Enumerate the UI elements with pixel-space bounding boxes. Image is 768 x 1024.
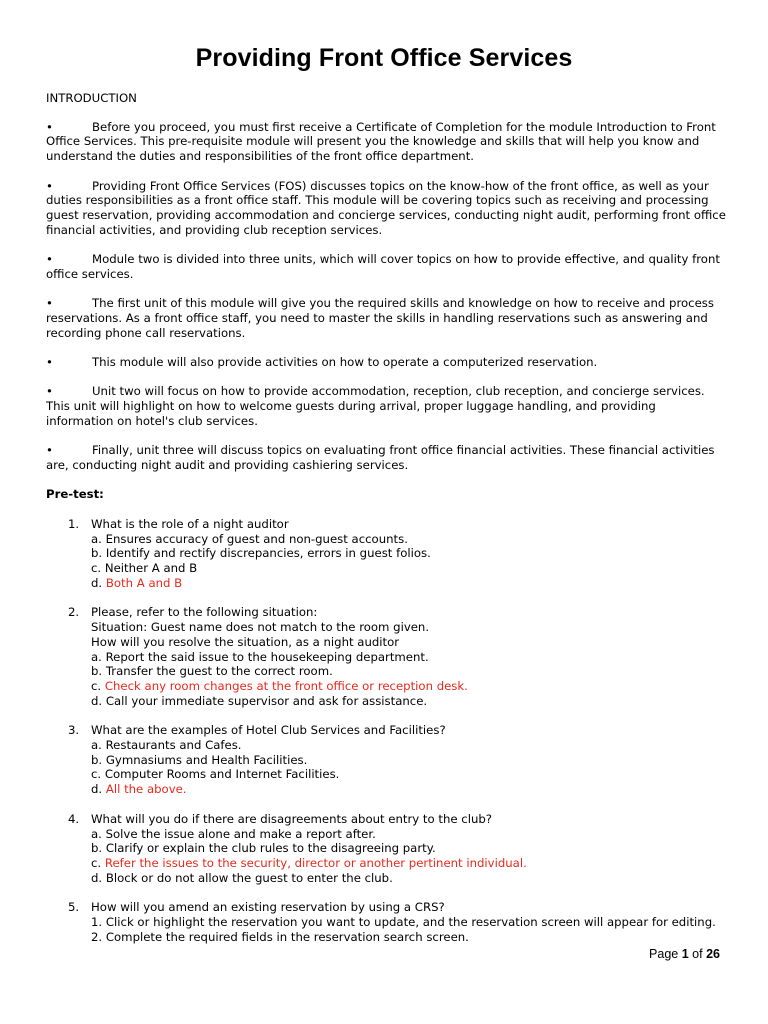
paragraph-text: This module will also provide activities on how to operate a computerized reservation. xyxy=(92,354,598,369)
bullet-icon: • xyxy=(46,252,53,266)
line-text: b. Clarify or explain the club rules to the disagreeing party. xyxy=(91,841,436,856)
line-text: c. Computer Rooms and Internet Facilities. xyxy=(91,767,340,782)
line-text: d. Call your immediate supervisor and ask for assistance. xyxy=(91,693,428,708)
bullet-icon: • xyxy=(46,296,53,311)
intro-paragraph xyxy=(46,252,726,281)
line-text: 2. Complete the required fields in the reservation search screen. xyxy=(91,929,469,944)
document-body xyxy=(46,91,726,959)
intro-section xyxy=(46,120,726,473)
line-text: What will you do if there are disagreements about entry to the club? xyxy=(91,811,492,826)
line-text: Please, refer to the following situation: xyxy=(91,605,318,620)
intro-paragraph xyxy=(46,355,726,370)
line-text: a. Restaurants and Cafes. xyxy=(91,738,242,753)
question-item xyxy=(46,605,726,708)
paragraph-text: Providing Front Office Services (FOS) discusses topics on the know-how of the front office, as well as your duties responsibilities as a front office staff. This module will be covering topics such as receiving and processing guest reservation, providing accommodation and concierge services, conducting night audit, performing front office financial activities, and providing club reception services. xyxy=(46,178,726,237)
question-item xyxy=(46,812,726,886)
question-number: 1. xyxy=(68,516,80,531)
correct-answer-text: All the above. xyxy=(105,782,187,797)
question-text xyxy=(91,900,726,915)
question-item xyxy=(46,900,726,944)
answer-option xyxy=(91,753,726,768)
answer-option xyxy=(91,679,726,694)
line-text: a. Report the said issue to the housekeeping department. xyxy=(91,649,429,664)
question-text xyxy=(91,723,726,738)
answer-option xyxy=(91,767,726,782)
question-list xyxy=(46,517,726,945)
intro-paragraph xyxy=(46,179,726,238)
of-label: of xyxy=(692,947,703,961)
intro-paragraph xyxy=(46,120,726,164)
question-number: 5. xyxy=(68,900,80,915)
answer-option xyxy=(91,620,726,635)
page-label: Page xyxy=(649,947,679,961)
option-letter: c. xyxy=(91,678,105,693)
line-text: a. Ensures accuracy of guest and non-guest accounts. xyxy=(91,531,408,546)
question-text xyxy=(91,517,726,532)
line-text: c. Neither A and B xyxy=(91,560,198,575)
answer-option xyxy=(91,664,726,679)
intro-paragraph xyxy=(46,443,726,472)
paragraph-text: Module two is divided into three units, which will cover topics on how to provide effective, and quality front office services. xyxy=(46,252,720,281)
page-footer xyxy=(649,947,720,961)
correct-answer-text: Check any room changes at the front office or reception desk. xyxy=(104,678,468,693)
paragraph-text: Finally, unit three will discuss topics on evaluating front office financial activities. These financial activities are, conducting night audit and providing cashiering services. xyxy=(46,443,715,472)
answer-option xyxy=(91,546,726,561)
answer-option xyxy=(91,827,726,842)
answer-option xyxy=(91,532,726,547)
answer-option xyxy=(91,782,726,797)
answer-option xyxy=(91,856,726,871)
intro-paragraph xyxy=(46,384,726,428)
line-text: d. Block or do not allow the guest to enter the club. xyxy=(91,870,393,885)
line-text: b. Gymnasiums and Health Facilities. xyxy=(91,752,308,767)
question-item xyxy=(46,517,726,591)
question-number: 3. xyxy=(68,723,80,738)
answer-option xyxy=(91,576,726,591)
question-text xyxy=(91,605,726,620)
line-text: How will you resolve the situation, as a night auditor xyxy=(91,634,400,649)
question-number: 2. xyxy=(68,605,80,620)
intro-paragraph xyxy=(46,296,726,340)
answer-option xyxy=(91,930,726,945)
bullet-icon: • xyxy=(46,354,53,369)
paragraph-text: The first unit of this module will give you the required skills and knowledge on how to receive and process reservations. As a front office staff, you need to master the skills in handling reservations such as answering and recording phone call reservations. xyxy=(46,296,714,340)
paragraph-text: Unit two will focus on how to provide accommodation, reception, club reception, and concierge services. This unit will highlight on how to welcome guests during arrival, proper luggage handling, and providing information on hotel's club services. xyxy=(46,384,705,428)
pretest-heading: Pre-test: xyxy=(46,487,104,502)
line-text: a. Solve the issue alone and make a report after. xyxy=(91,826,376,841)
intro-heading: INTRODUCTION xyxy=(46,91,137,105)
answer-option xyxy=(91,635,726,650)
answer-option xyxy=(91,694,726,709)
option-letter: d. xyxy=(91,575,106,590)
bullet-icon: • xyxy=(46,443,53,458)
paragraph-text: Before you proceed, you must first receive a Certificate of Completion for the module Introduction to Front Office Services. This pre-requisite module will present you the knowledge and skills that will help you know and understand the duties and responsibilities of the front office department. xyxy=(46,119,716,164)
bullet-icon: • xyxy=(46,178,53,193)
total-pages: 26 xyxy=(706,947,720,961)
line-text: b. Transfer the guest to the correct room. xyxy=(91,664,333,679)
line-text: How will you amend an existing reservation by using a CRS? xyxy=(91,900,445,915)
option-letter: c. xyxy=(91,855,105,870)
page-number: 1 xyxy=(681,947,689,961)
answer-option xyxy=(91,915,726,930)
correct-answer-text: Refer the issues to the security, director or another pertinent individual. xyxy=(104,855,527,870)
answer-option xyxy=(91,871,726,886)
question-text xyxy=(91,812,726,827)
correct-answer-text: Both A and B xyxy=(105,575,183,590)
answer-option xyxy=(91,650,726,665)
question-number: 4. xyxy=(68,811,80,826)
page-title: Providing Front Office Services xyxy=(195,44,573,72)
line-text: What is the role of a night auditor xyxy=(91,516,289,531)
line-text: What are the examples of Hotel Club Services and Facilities? xyxy=(91,723,446,738)
answer-option xyxy=(91,841,726,856)
answer-option xyxy=(91,561,726,576)
line-text: 1. Click or highlight the reservation you want to update, and the reservation screen will appear for editing. xyxy=(91,915,716,930)
answer-option xyxy=(91,738,726,753)
option-letter: d. xyxy=(91,782,106,797)
line-text: Situation: Guest name does not match to the room given. xyxy=(91,620,430,635)
question-item xyxy=(46,723,726,797)
bullet-icon: • xyxy=(46,119,53,134)
line-text: b. Identify and rectify discrepancies, errors in guest folios. xyxy=(91,546,431,561)
bullet-icon: • xyxy=(46,384,53,399)
